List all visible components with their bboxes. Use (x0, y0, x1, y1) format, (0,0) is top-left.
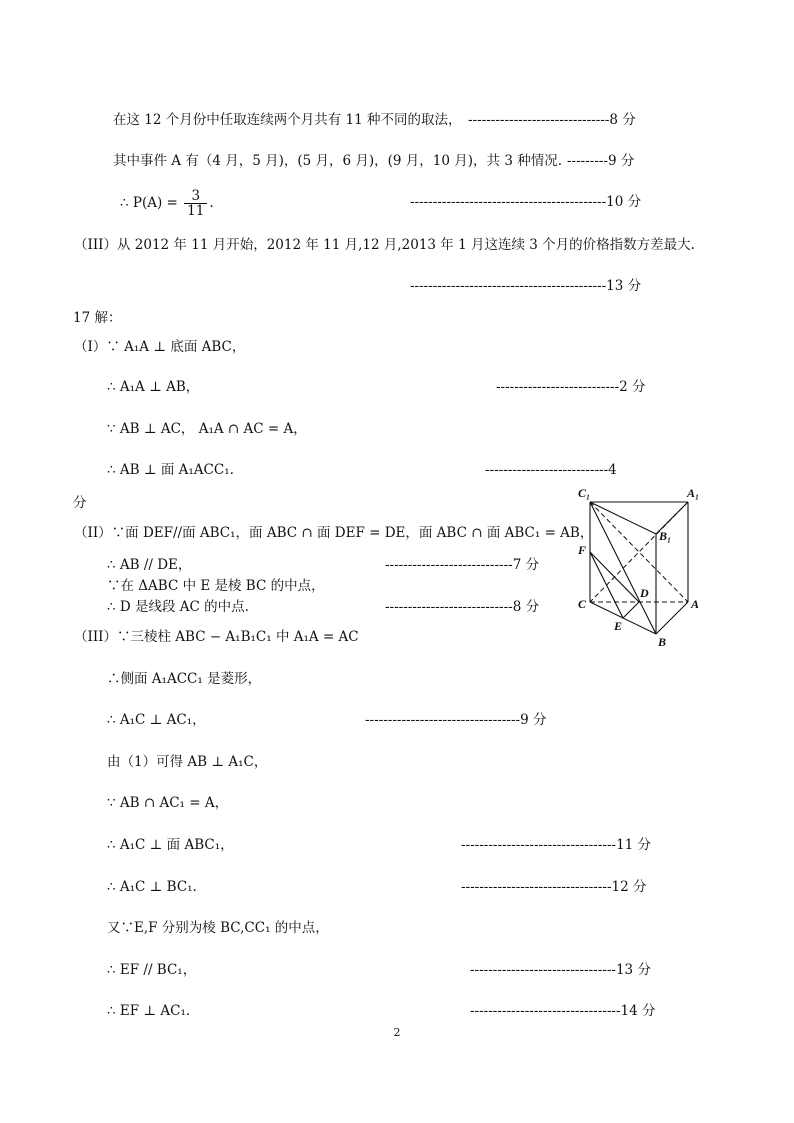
edge-c1-b1 (590, 502, 656, 534)
line-ef-midpoints: 又∵E,F 分别为棱 BC,CC₁ 的中点， (107, 920, 329, 936)
label-a1: A₁ (687, 486, 700, 500)
line-a1c-perp-bc1: ∴ A₁C ⊥ BC₁. (107, 879, 197, 895)
fraction-numerator: 3 (184, 189, 207, 204)
line-ways-count: 在这 12 个月份中任取连续两个月共有 11 种不同的取法， (113, 112, 462, 128)
label-f: F (578, 543, 587, 557)
line-a1c-perp-plane: ∴ A₁C ⊥ 面 ABC₁， (107, 837, 234, 853)
line-d-midpoint: ∴ D 是线段 AC 的中点. (107, 599, 249, 615)
probability-prefix: ∴ P(A) = (120, 195, 183, 211)
fraction-denominator: 11 (187, 203, 205, 219)
line-score-4-unit: 分 (73, 495, 87, 511)
line-ab-cap-ac1: ∵ AB ∩ AC₁ = A， (107, 795, 229, 811)
line-part3-variance: （III）从 2012 年 11 月开始，2012 年 11 月,12 月,2013 年 1 月这连续 3 个月的价格指数方差最大. (74, 237, 695, 253)
score-9: ---------9 分 (567, 153, 635, 169)
line-ab-perp-ac: ∵ AB ⊥ AC， A₁A ∩ AC = A， (107, 421, 307, 437)
score-12: ---------------------------------12 分 (461, 879, 647, 895)
probability-fraction (184, 189, 207, 218)
score-9b: ----------------------------------9 分 (365, 712, 547, 728)
line-a1c-perp-ac1: ∴ A₁C ⊥ AC₁， (107, 712, 206, 728)
line-part2-given: （II）∵面 DEF//面 ABC₁，面 ABC ∩ 面 DEF = DE，面 ABC ∩ 面 ABC₁ = AB， (74, 525, 594, 541)
label-a: A (691, 597, 700, 611)
label-c: C (578, 597, 587, 611)
line-q17-heading: 17 解： (73, 310, 122, 326)
score-8: -------------------------------8 分 (468, 112, 636, 128)
line-from-part1: 由（1）可得 AB ⊥ A₁C， (107, 754, 268, 770)
line-event-a: 其中事件 A 有（4 月，5 月)，(5 月，6 月)，(9 月，10 月)，共 3 种情况. (113, 153, 562, 169)
label-c1: C₁ (578, 486, 591, 500)
score-11: ----------------------------------11 分 (461, 837, 652, 853)
score-8b: ----------------------------8 分 (385, 599, 540, 615)
page-number: 2 (393, 1026, 401, 1039)
score-2: ---------------------------2 分 (496, 379, 646, 395)
probability-suffix: . (209, 195, 214, 211)
score-7: ----------------------------7 分 (385, 557, 540, 573)
score-4: ---------------------------4 (485, 462, 617, 478)
label-b: B (658, 635, 667, 649)
line-ab-perp-plane: ∴ AB ⊥ 面 A₁ACC₁. (107, 462, 234, 478)
edge-a-b (656, 602, 688, 634)
score-13: -------------------------------------------13 分 (410, 278, 642, 294)
line-part3-prism: （III）∵三棱柱 ABC − A₁B₁C₁ 中 A₁A = AC (74, 629, 359, 645)
line-ef-parallel: ∴ EF // BC₁， (107, 962, 197, 978)
line-e-midpoint: ∵在 ΔABC 中 E 是棱 BC 的中点， (107, 578, 325, 594)
label-b1: B₁ (659, 529, 672, 543)
score-10: -------------------------------------------10 分 (410, 194, 642, 210)
score-13b: --------------------------------13 分 (470, 962, 651, 978)
line-part1-given: （I）∵ A₁A ⊥ 底面 ABC， (74, 339, 246, 355)
segment-e-d (623, 602, 639, 618)
prism-figure (574, 482, 714, 652)
line-rhombus: ∴侧面 A₁ACC₁ 是菱形， (107, 671, 262, 687)
label-e: E (614, 619, 623, 633)
line-a1a-perp-ab: ∴ A₁A ⊥ AB， (107, 379, 200, 395)
line-ab-parallel-de: ∴ AB // DE， (107, 557, 192, 573)
score-14: ---------------------------------14 分 (470, 1003, 656, 1019)
line-ef-perp: ∴ EF ⊥ AC₁. (107, 1003, 191, 1019)
line-probability (120, 184, 214, 222)
label-d: D (640, 586, 649, 600)
